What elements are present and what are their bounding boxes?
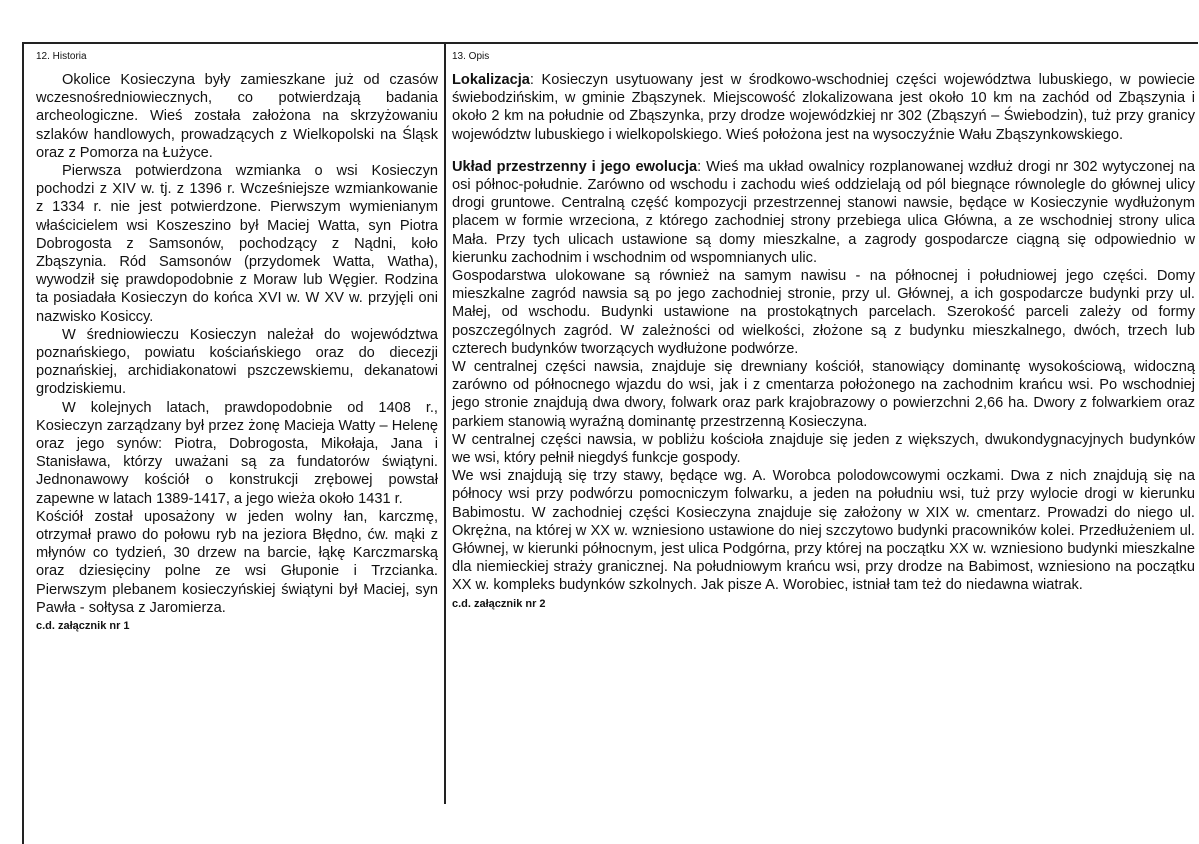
- history-paragraph: Okolice Kosieczyna były zamieszkane już od czasów wczesnośredniowiecznych, co potwierdzają badania archeologiczne. Wieś została założona na skrzyżowaniu szlaków handlowych, prowadzących z Wielkopolski na Śląsk oraz z Pomorza na Łużyce.: [36, 72, 438, 161]
- description-continuation-note: c.d. załącznik nr 2: [452, 597, 546, 610]
- layout-text: : Wieś ma układ owalnicy rozplanowanej wzdłuż drogi nr 302 wytyczonej na osi północ-południe. Zarówno od wschodu i zachodu wieś oddzielają od pól biegnące równolegle do głównej ulicy drogi gruntowe. Centralną część kompozycji przestrzennej stanowi nawsie, będące w Kosieczynie wydłużonym placem w formie wrzeciona, z którego zachodniej strony przebiega ulica Główna, a ze wschodniej strony ulica Mała. Przy tych ulicach ustawione są domy mieszkalne, a zagrody gospodarcze ciągną się odpowiednio w kierunku zachodnim i wschodnim od wspomnianych ulic.: [452, 158, 1195, 266]
- history-paragraph: W średniowieczu Kosieczyn należał do województwa poznańskiego, powiatu kościańskiego oraz do diecezji poznańskiej, archidiakonatowi pszczewskiemu, dekanatowi grodziskiemu.: [36, 326, 438, 398]
- description-paragraph: W centralnej części nawsia, w pobliżu kościoła znajduje się jeden z większych, dwukondygnacyjnych budynków we wsi, który pełnił niegdyś funkcje gospody.: [452, 431, 1195, 467]
- location-heading: Lokalizacja: [452, 72, 530, 88]
- description-paragraph: W centralnej części nawsia, znajduje się drewniany kościół, stanowiący dominantę wysokościową, widoczną zarówno od północnego wjazdu do wsi, jak i z cmentarza położonego na zachodnim krańcu wsi. Po wschodniej jego stronie znajdują dwa dwory, folwark oraz park krajobrazowy o powierzchni 2,66 ha. Dwory z folwarkiem oraz parkiem stanowią wyraźną dominantę przestrzenną Kosieczyna.: [452, 359, 1195, 430]
- description-section-label: 13. Opis: [452, 51, 490, 62]
- top-border-line: [22, 42, 1198, 44]
- layout-paragraph: [452, 158, 1195, 267]
- history-column: [36, 51, 438, 633]
- description-column: [452, 51, 1195, 611]
- history-continuation-note: c.d. załącznik nr 1: [36, 620, 130, 633]
- layout-heading: Układ przestrzenny i jego ewolucja: [452, 158, 698, 175]
- description-paragraph: We wsi znajdują się trzy stawy, będące wg. A. Worobca polodowcowymi oczkami. Dwa z nich znajdują się na północy wsi przy podwórzu pomocniczym folwarku, a jeden na południu wsi, tuż przy wylocie drogi w kierunku Babimostu. W zachodniej części Kosieczyna znajduje się założony w XIX w. cmentarz. Prowadzi do niego ul. Okrężna, na której w XX w. wzniesiono ustawione do niej szczytowo budynki pracowników kolei. Przedłużeniem ul. Głównej, w kierunki północnym, jest ulica Podgórna, przy której na początku XX w. wzniesiono budynki mieszkalne dla niemieckiej straży granicznej. Na południowym krańcu wsi, przy drodze na Babimost, wzniesiono na początku XX w. kompleks budynków szkolnych. Jak pisze A. Worobiec, istniał tam też do niedawna wiatrak.: [452, 468, 1195, 594]
- left-border-line: [22, 42, 24, 844]
- location-text: : Kosieczyn usytuowany jest w środkowo-wschodniej części województwa lubuskiego, w powiecie świebodzińskim, w gminie Zbąszynek. Miejscowość zlokalizowana jest około 10 km na zachód od Zbąszynia i około 2 km na południe od Zbąszynka, przy drodze wojewódzkiej nr 302 (Zbąszyń – Świebodzin), tuż przy granicy województw lubuskiego i wielkopolskiego. Wieś położona jest na wysoczyźnie Wału Zbąszynkowskiego.: [452, 72, 1195, 143]
- column-divider: [444, 44, 446, 804]
- description-paragraph: Gospodarstwa ulokowane są również na samym nawisu - na północnej i południowej jego części. Domy mieszkalne zagród nawsia są po jego zachodniej stronie, przy ul. Głównej, a ich gospodarcze budynki przy ul. Małej, od wschodu. Budynki ustawione na prostokątnych parcelach. Szerokość parceli zależy od formy poszczególnych zagród. W zależności od wielkości, złożone są z budynku mieszkalnego, dwóch, trzech lub czterech budynków tworzących wydłużone podwórze.: [452, 268, 1195, 357]
- location-paragraph: [452, 71, 1195, 144]
- history-section-label: 12. Historia: [36, 51, 87, 62]
- history-paragraph: Pierwsza potwierdzona wzmianka o wsi Kosieczyn pochodzi z XIV w. tj. z 1396 r. Wcześniejsze wzmiankowanie z 1334 r. nie jest potwierdzone. Pierwszym wymienianym właścicielem wsi Koszeszino był Maciej Watta, syn Piotra Dobrogosta z Samsonów, pochodzący z Nądni, koło Zbąszynia. Ród Samsonów (przydomek Watta, Watha), wywodził się prawdopodobnie z Moraw lub Węgier. Rodzina ta posiadała Kosieczyn do końca XVI w. W XV w. przyjęli oni nazwisko Kosiccy.: [36, 163, 438, 325]
- history-paragraph: W kolejnych latach, prawdopodobnie od 1408 r., Kosieczyn zarządzany był przez żonę Macieja Watty – Helenę oraz jego synów: Piotra, Dobrogosta, Mikołaja, Jana i Stanisława, którzy uważani są za fundatorów świątyni. Jednonawowy kościół o konstrukcji zrębowej powstał zapewne w latach 1389-1417, a jego wieża około 1431 r.: [36, 399, 438, 507]
- history-paragraph: Kościół został uposażony w jeden wolny łan, karczmę, otrzymał prawo do połowu ryb na jeziora Błędno, ćw. mąki z młynów co tydzień, 30 drzew na barcie, łąkę Karczmarską oraz dziesięciny polne ze wsi Głuponie i Trzcianka. Pierwszym plebanem kosieczyńskiej świątyni był Maciej, syn Pawła - sołtysa z Jaromierza.: [36, 508, 438, 616]
